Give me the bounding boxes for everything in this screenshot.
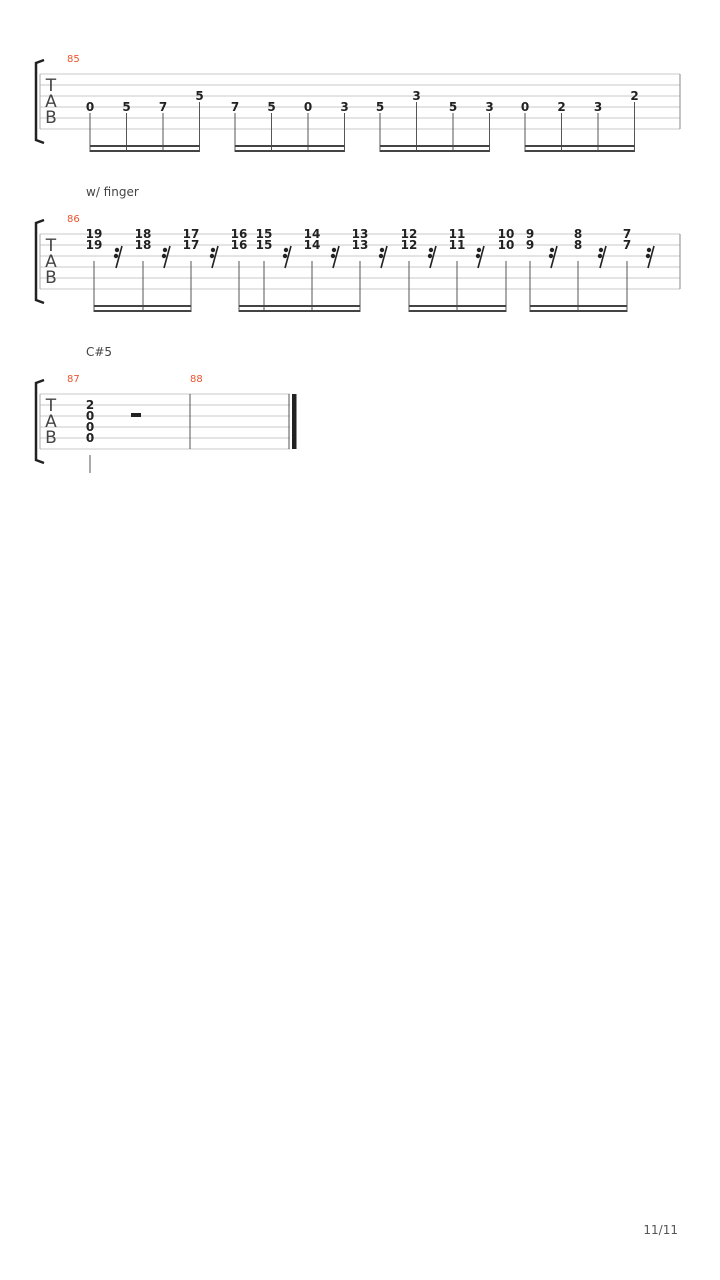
fret-number: 18: [134, 238, 152, 252]
final-barline-thick: [292, 394, 297, 449]
sixteenth-rest-dot: [380, 248, 384, 252]
sixteenth-rest-dot: [115, 248, 119, 252]
fret-number: 2: [630, 89, 639, 103]
page-number: 11/11: [643, 1223, 678, 1237]
fret-number: 8: [573, 227, 583, 241]
system-87-88: [36, 345, 297, 473]
bar-number: 85: [67, 54, 80, 65]
sixteenth-rest-dot: [162, 254, 166, 258]
fret-number: 16: [230, 227, 248, 241]
fret-number: 11: [448, 227, 466, 241]
fret-number: 11: [448, 238, 466, 252]
fret-number: 12: [400, 227, 418, 241]
sixteenth-rest-dot: [332, 248, 336, 252]
fret-number: 17: [182, 227, 200, 241]
fret-number: 0: [85, 420, 95, 434]
fret-number: 9: [525, 238, 535, 252]
sixteenth-rest-dot: [550, 248, 554, 252]
fret-number: 0: [520, 100, 530, 114]
fret-number: 0: [85, 409, 95, 423]
fret-number: 3: [340, 100, 349, 114]
fret-number: 5: [122, 100, 131, 114]
fret-number: 7: [158, 100, 168, 114]
bar-number: 87: [67, 374, 80, 385]
bar-number: 88: [190, 374, 203, 385]
sixteenth-rest-dot: [379, 254, 383, 258]
fret-number: 3: [485, 100, 494, 114]
fret-number: 18: [134, 227, 152, 241]
fret-number: 2: [85, 398, 95, 412]
tab-letter-T: T: [45, 396, 57, 416]
sixteenth-rest-dot: [647, 248, 651, 252]
tab-letter-B: B: [45, 268, 57, 288]
sixteenth-rest-dot: [163, 248, 167, 252]
tab-letter-T: T: [45, 236, 57, 256]
half-rest: [131, 413, 141, 417]
fret-number: 3: [412, 89, 421, 103]
fret-number: 5: [448, 100, 458, 114]
fret-number: 19: [85, 238, 103, 252]
tab-letter-B: B: [45, 428, 57, 448]
sixteenth-rest-dot: [210, 254, 214, 258]
sixteenth-rest-dot: [211, 248, 215, 252]
fret-number: 15: [255, 238, 273, 252]
fret-number: 0: [85, 100, 95, 114]
fret-number: 5: [195, 89, 204, 103]
sixteenth-rest-dot: [114, 254, 118, 258]
sixteenth-rest-dot: [549, 254, 553, 258]
sixteenth-rest-dot: [283, 254, 287, 258]
system-85: [36, 54, 680, 152]
system-86: [36, 185, 680, 312]
technique-annotation: w/ finger: [86, 185, 139, 199]
fret-number: 8: [573, 238, 583, 252]
fret-number: 7: [230, 100, 240, 114]
fret-number: 13: [351, 238, 369, 252]
sixteenth-rest-dot: [429, 248, 433, 252]
fret-number: 17: [182, 238, 200, 252]
tab-letter-A: A: [45, 252, 57, 272]
fret-number: 3: [593, 100, 603, 114]
fret-number: 2: [557, 100, 566, 114]
fret-number: 9: [525, 227, 535, 241]
tab-letter-B: B: [45, 108, 57, 128]
sixteenth-rest-dot: [646, 254, 650, 258]
sixteenth-rest-dot: [331, 254, 335, 258]
fret-number: 16: [230, 238, 248, 252]
sixteenth-rest-dot: [476, 254, 480, 258]
sixteenth-rest-dot: [284, 248, 288, 252]
chord-name: C#5: [86, 345, 113, 359]
tab-letter-A: A: [45, 412, 57, 432]
fret-number: 13: [351, 227, 369, 241]
bar-number: 86: [67, 214, 80, 225]
fret-number: 7: [622, 227, 632, 241]
fret-number: 7: [622, 238, 632, 252]
sixteenth-rest-dot: [428, 254, 432, 258]
fret-number: 0: [303, 100, 313, 114]
fret-number: 15: [255, 227, 273, 241]
fret-number: 5: [375, 100, 385, 114]
fret-number: 10: [497, 227, 515, 241]
fret-number: 5: [267, 100, 276, 114]
tab-letter-T: T: [45, 76, 57, 96]
fret-number: 10: [497, 238, 515, 252]
fret-number: 14: [303, 227, 321, 241]
tab-letter-A: A: [45, 92, 57, 112]
sixteenth-rest-dot: [598, 254, 602, 258]
sixteenth-rest-dot: [477, 248, 481, 252]
sixteenth-rest-dot: [599, 248, 603, 252]
fret-number: 0: [85, 431, 95, 445]
fret-number: 12: [400, 238, 418, 252]
fret-number: 19: [85, 227, 103, 241]
fret-number: 14: [303, 238, 321, 252]
